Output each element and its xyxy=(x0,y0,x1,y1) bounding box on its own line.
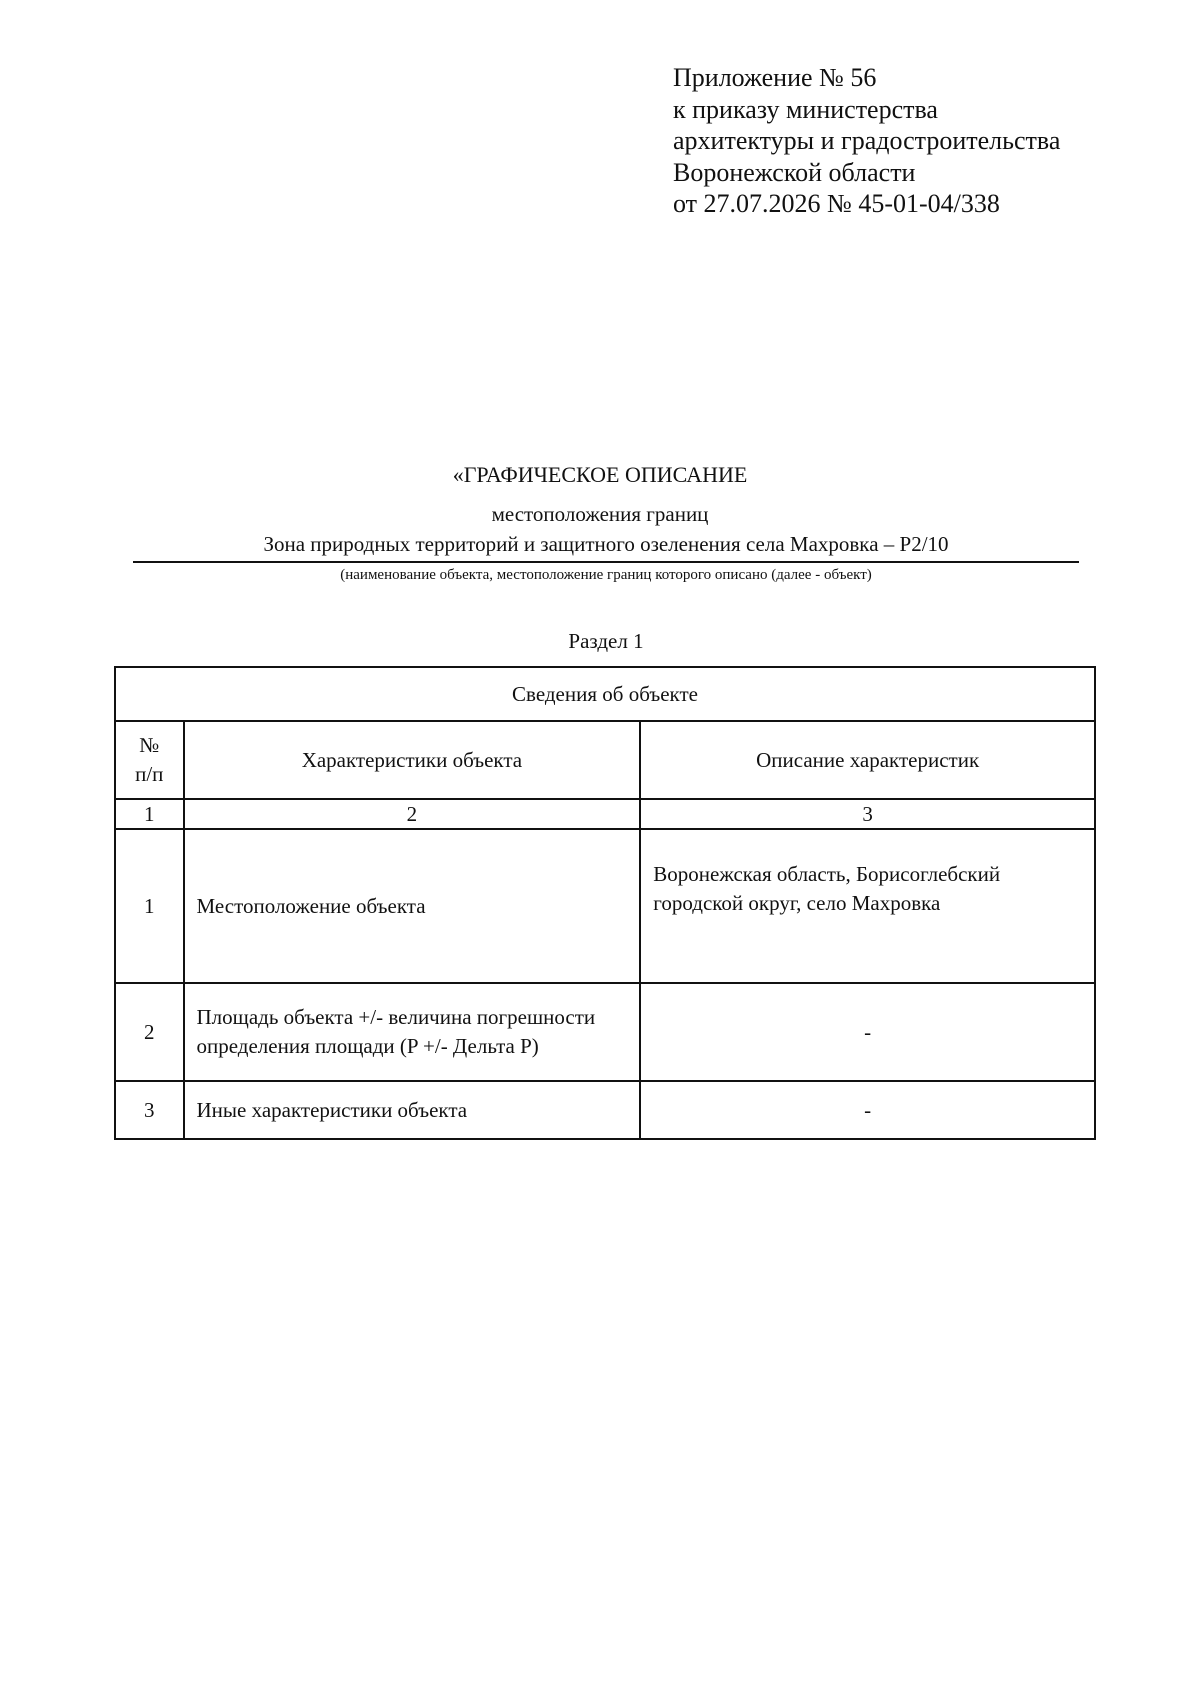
header-description: Описание характеристик xyxy=(640,721,1095,799)
section-label: Раздел 1 xyxy=(568,629,644,653)
header-number-symbol: № xyxy=(139,733,160,757)
row-characteristic: Площадь объекта +/- величина погрешности определения площади (P +/- Дельта P) xyxy=(184,983,641,1081)
header-number xyxy=(115,721,184,799)
header-number-abbr: п/п xyxy=(135,762,164,786)
appendix-order-ref: к приказу министерства xyxy=(673,94,938,124)
appendix-region: Воронежской области xyxy=(673,157,916,187)
column-index: 2 xyxy=(184,799,641,829)
row-number: 1 xyxy=(115,829,184,983)
table-caption: Сведения об объекте xyxy=(115,667,1095,721)
object-name-caption: (наименование объекта, местоположение границ которого описано (далее - объект) xyxy=(340,567,872,583)
table-row xyxy=(115,829,1095,983)
appendix-order-date: от 27.07.2026 № 45-01-04/338 xyxy=(673,189,1000,218)
table-index-row xyxy=(115,799,1095,829)
column-index: 3 xyxy=(640,799,1095,829)
row-description: - xyxy=(640,1081,1095,1139)
document-subtitle: местоположения границ xyxy=(491,502,709,526)
appendix-header xyxy=(673,62,1153,220)
object-info-table xyxy=(114,666,1096,1140)
table-row xyxy=(115,1081,1095,1139)
table-row xyxy=(115,983,1095,1081)
appendix-ministry: архитектуры и градостроительства xyxy=(673,126,1061,155)
table-caption-row xyxy=(115,667,1095,721)
object-name: Зона природных территорий и защитного озеленения села Махровка – Р2/10 xyxy=(133,530,1079,563)
document-title: «ГРАФИЧЕСКОЕ ОПИСАНИЕ xyxy=(452,462,748,487)
row-number: 2 xyxy=(115,983,184,1081)
row-description: Воронежская область, Борисоглебский городской округ, село Махровка xyxy=(640,829,1095,983)
row-description: - xyxy=(640,983,1095,1081)
column-index: 1 xyxy=(115,799,184,829)
header-characteristics: Характеристики объекта xyxy=(184,721,641,799)
row-characteristic: Иные характеристики объекта xyxy=(184,1081,641,1139)
table-header-row xyxy=(115,721,1095,799)
row-characteristic: Местоположение объекта xyxy=(184,829,641,983)
appendix-number: Приложение № 56 xyxy=(673,63,877,92)
row-number: 3 xyxy=(115,1081,184,1139)
